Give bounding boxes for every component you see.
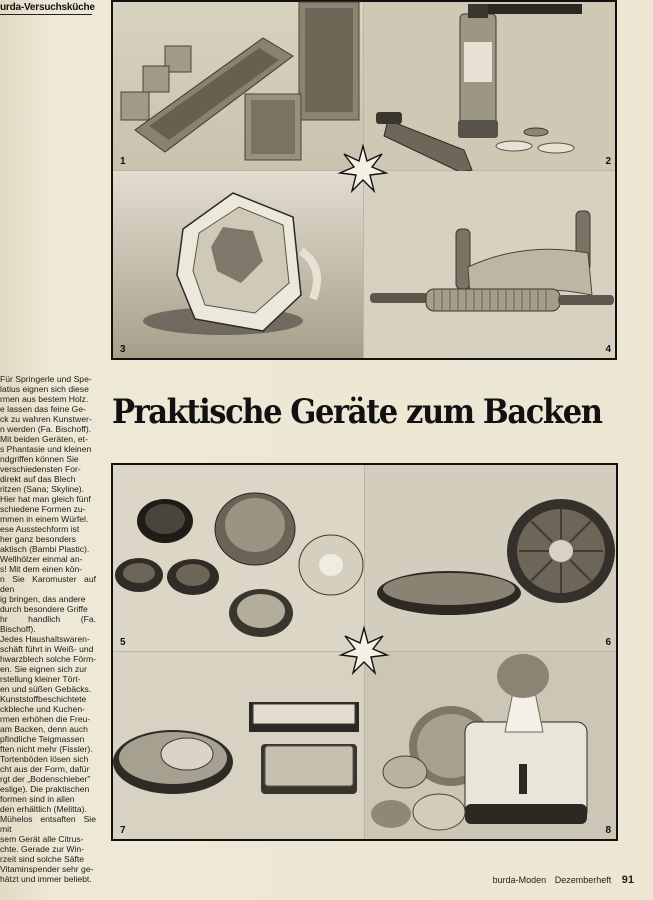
photo-number-3: 3 bbox=[120, 344, 126, 355]
baking-forms-photo bbox=[113, 652, 364, 839]
body-line: Tortenböden lösen sich bbox=[0, 754, 89, 764]
body-line: am Backen, denn auch bbox=[0, 724, 88, 734]
tartlet-tins-photo bbox=[113, 465, 364, 651]
article-body-column bbox=[0, 374, 96, 884]
body-line: schiedene Formen zu- bbox=[0, 504, 86, 514]
rolling-pins-photo bbox=[364, 171, 615, 358]
body-line: Mit beiden Geräten, et- bbox=[0, 434, 88, 444]
cookie-press-photo bbox=[364, 2, 615, 170]
body-line: hr handlich (Fa. Bischoff). bbox=[0, 614, 96, 634]
body-line: durch besondere Griffe bbox=[0, 604, 88, 614]
body-line: rmen aus bestem Holz. bbox=[0, 394, 89, 404]
citrus-juicer-photo bbox=[365, 652, 616, 839]
body-line: ritzen (Sana; Skyline). bbox=[0, 484, 85, 494]
body-line: cht aus der Form, dafür bbox=[0, 764, 90, 774]
body-line: s! Mit dem einen kön- bbox=[0, 564, 83, 574]
body-line: ck zu wahren Kunstwer- bbox=[0, 414, 92, 424]
photo-number-8: 8 bbox=[605, 825, 611, 836]
body-line: sem Gerät alle Citrus- bbox=[0, 834, 84, 844]
body-line: schäft führt in Weiß- und bbox=[0, 644, 94, 654]
page-number: 91 bbox=[621, 874, 634, 886]
page-footer bbox=[493, 874, 634, 886]
photo-panel-4 bbox=[364, 171, 615, 358]
footer-issue: Dezemberheft bbox=[554, 875, 612, 885]
body-line: ese Ausstechform ist bbox=[0, 524, 80, 534]
body-line: direkt auf das Blech bbox=[0, 474, 76, 484]
body-line: rgt der „Bodenschieber" bbox=[0, 774, 91, 784]
body-line: ften nicht mehr (Fissler). bbox=[0, 744, 93, 754]
body-line: latius eignen sich diese bbox=[0, 384, 89, 394]
photo-panel-5 bbox=[113, 465, 364, 651]
body-line: rmen erhöhen die Freu- bbox=[0, 714, 91, 724]
photo-number-7: 7 bbox=[120, 825, 126, 836]
body-line: pfindliche Teigmassen bbox=[0, 734, 85, 744]
body-line: den erhältlich (Melitta). bbox=[0, 804, 87, 814]
body-line: ckbleche und Kuchen- bbox=[0, 704, 86, 714]
body-line: hwarzblech solche Förm- bbox=[0, 654, 96, 664]
body-line: en. Sie eignen sich zur bbox=[0, 664, 87, 674]
cube-cutter-photo bbox=[113, 171, 363, 358]
body-line: Vitaminspender sehr ge- bbox=[0, 864, 94, 874]
body-line: s Phantasie und kleinen bbox=[0, 444, 92, 454]
starburst-ornament-bottom bbox=[339, 626, 389, 676]
body-line: Für Springerle und Spe- bbox=[0, 374, 92, 384]
body-line: n werden (Fa. Bischoff). bbox=[0, 424, 92, 434]
section-rule bbox=[0, 14, 92, 15]
body-line: eslige). Die praktischen bbox=[0, 784, 90, 794]
coated-pans-photo bbox=[365, 465, 616, 651]
body-line: Mühelos entsaften Sie mit bbox=[0, 814, 96, 834]
body-line: mmen in einem Würfel. bbox=[0, 514, 89, 524]
body-line: Hier hat man gleich fünf bbox=[0, 494, 91, 504]
starburst-ornament-top bbox=[338, 144, 388, 194]
body-line: Wellhölzer einmal an- bbox=[0, 554, 83, 564]
photo-number-4: 4 bbox=[605, 344, 611, 355]
photo-number-1: 1 bbox=[120, 156, 126, 167]
photo-panel-1 bbox=[113, 2, 363, 170]
section-label: urda-Versuchsküche bbox=[0, 2, 95, 13]
photo-panel-2 bbox=[364, 2, 615, 170]
photo-panel-6 bbox=[365, 465, 616, 651]
body-line: her ganz besonders bbox=[0, 534, 76, 544]
body-line: ndgriffen können Sie bbox=[0, 454, 79, 464]
photo-number-6: 6 bbox=[605, 637, 611, 648]
wooden-molds-photo bbox=[113, 2, 363, 170]
body-line: Jedes Haushaltswaren- bbox=[0, 634, 90, 644]
body-line: en und süßen Gebäcks. bbox=[0, 684, 92, 694]
body-line: n Sie Karomuster auf den bbox=[0, 574, 96, 594]
photo-panel-3 bbox=[113, 171, 363, 358]
body-line: e lassen das feine Ge- bbox=[0, 404, 86, 414]
body-line: rzeit sind solche Säfte bbox=[0, 854, 85, 864]
photo-number-5: 5 bbox=[120, 637, 126, 648]
body-line: Kunststoffbeschichtete bbox=[0, 694, 87, 704]
body-line: chte. Gerade zur Win- bbox=[0, 844, 85, 854]
photo-number-2: 2 bbox=[605, 156, 611, 167]
body-line: ig bringen, das andere bbox=[0, 594, 86, 604]
photo-panel-7 bbox=[113, 652, 364, 839]
photo-panel-8 bbox=[365, 652, 616, 839]
body-line: hätzt und immer beliebt. bbox=[0, 874, 92, 884]
footer-magazine: burda-Moden bbox=[492, 875, 547, 885]
body-line: aktisch (Bambi Plastic). bbox=[0, 544, 90, 554]
body-line: formen sind in allen bbox=[0, 794, 75, 804]
body-line: rstellung kleiner Tört- bbox=[0, 674, 81, 684]
page-headline: Praktische Geräte zum Backen bbox=[112, 392, 602, 432]
body-line: verschiedensten For- bbox=[0, 464, 81, 474]
